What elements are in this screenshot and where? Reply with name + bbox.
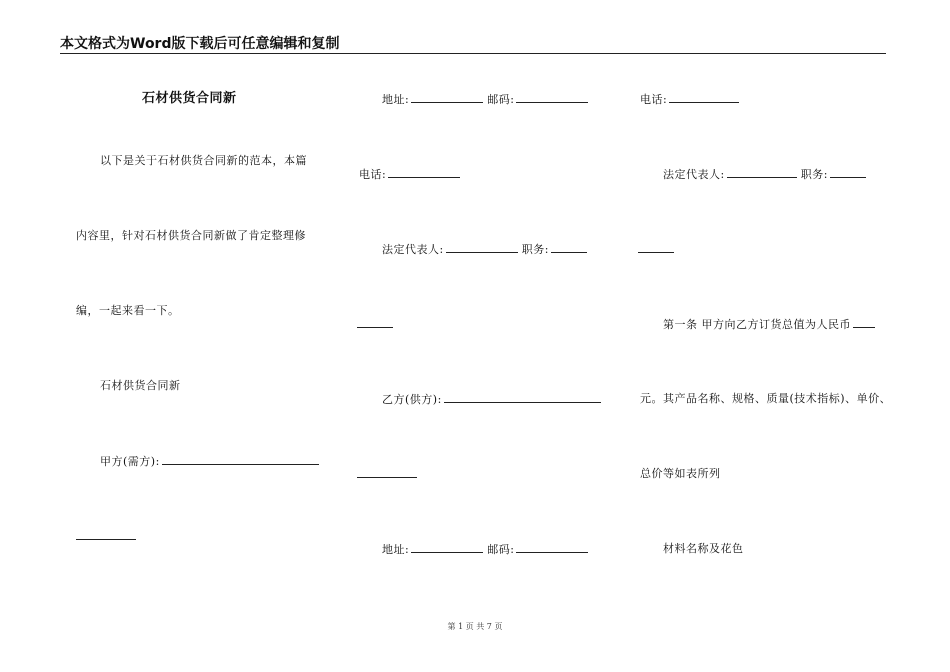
position2-blank-2: [638, 242, 674, 253]
phone2-blank: [669, 92, 739, 103]
party-a-line: [100, 454, 319, 469]
material-name-label: 材料名称及花色: [663, 542, 744, 555]
article-1-line-2: 元。其产品名称、规格、质量(技术指标)、单价、: [640, 392, 892, 405]
address-line: [382, 92, 588, 107]
legal-rep2-label: 法定代表人:: [663, 168, 725, 181]
party-a-blank: [162, 454, 319, 465]
intro-line-1: 以下是关于石材供货合同新的范本，本篇: [100, 154, 307, 167]
position-blank-2: [357, 317, 393, 328]
position2-continuation: [638, 242, 674, 257]
intro-line-3: 编，一起来看一下。: [76, 304, 180, 317]
page-header-title: 本文格式为Word版下载后可任意编辑和复制: [60, 36, 340, 52]
party-b-line: [382, 392, 601, 407]
address2-label: 地址:: [382, 543, 410, 556]
phone2-label: 电话:: [640, 93, 668, 106]
postcode-label: 邮码:: [487, 93, 515, 106]
party-b-blank: [444, 392, 601, 403]
legal-rep-blank: [446, 242, 518, 253]
document-title: 石材供货合同新: [142, 91, 237, 106]
amount-blank: [853, 317, 875, 328]
phone2-line: [640, 92, 739, 107]
address2-blank: [411, 542, 483, 553]
position2-label: 职务:: [800, 168, 828, 181]
party-a-continuation: [76, 529, 136, 544]
postcode2-blank: [516, 542, 588, 553]
article-1-line-1: [663, 317, 875, 332]
contract-subtitle: 石材供货合同新: [100, 379, 181, 392]
legal-rep2-blank: [727, 167, 797, 178]
phone-blank: [388, 167, 460, 178]
phone-line: [359, 167, 460, 182]
article-1-line-3: 总价等如表所列: [640, 467, 721, 480]
header-divider: [60, 53, 886, 54]
legal-rep-label: 法定代表人:: [382, 243, 444, 256]
party-b-continuation: [357, 467, 417, 482]
article-1-text: 第一条 甲方向乙方订货总值为人民币: [663, 318, 851, 331]
phone-label: 电话:: [359, 168, 387, 181]
postcode-blank: [516, 92, 588, 103]
party-a-blank-2: [76, 529, 136, 540]
address2-line: [382, 542, 588, 557]
legal-rep-line: [382, 242, 587, 257]
position-blank: [551, 242, 587, 253]
position-label: 职务:: [521, 243, 549, 256]
party-b-blank-2: [357, 467, 417, 478]
page-number: 第 1 页 共 7 页: [447, 622, 503, 631]
intro-line-2: 内容里，针对石材供货合同新做了肯定整理修: [76, 229, 306, 242]
position2-blank: [830, 167, 866, 178]
party-b-label: 乙方(供方):: [382, 393, 442, 406]
postcode2-label: 邮码:: [487, 543, 515, 556]
address-label: 地址:: [382, 93, 410, 106]
position-continuation: [357, 317, 393, 332]
legal-rep2-line: [663, 167, 866, 182]
address-blank: [411, 92, 483, 103]
party-a-label: 甲方(需方):: [100, 455, 160, 468]
